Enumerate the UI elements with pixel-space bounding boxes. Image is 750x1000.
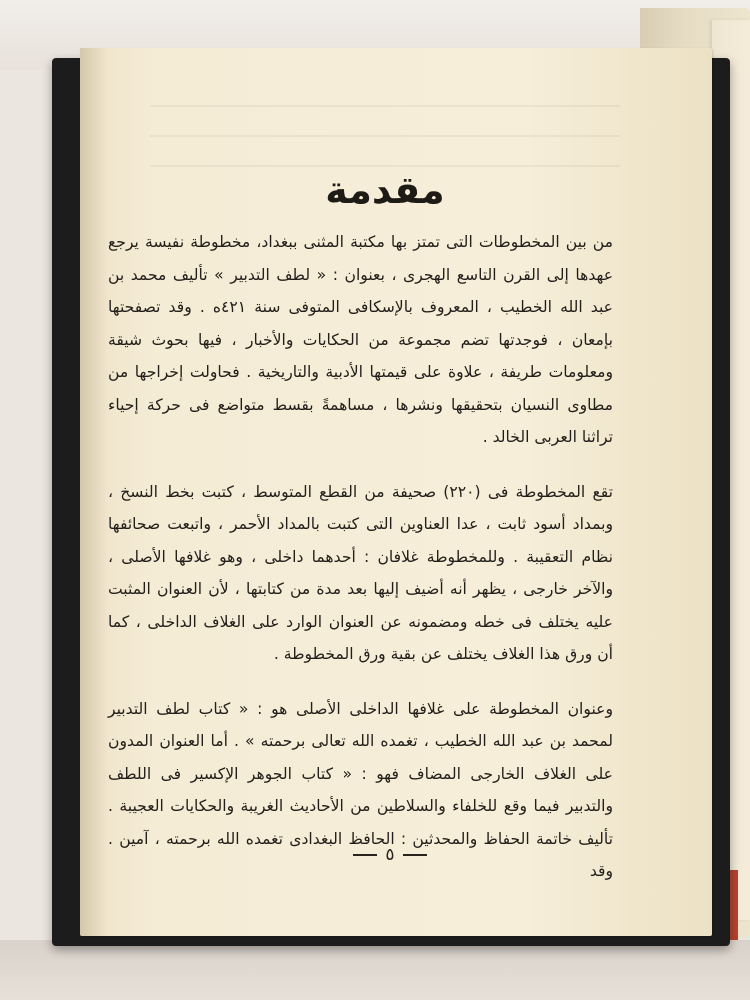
paragraph-2: تقع المخطوطة فى (٢٢٠) صحيفة من القطع المتوسط ، كتبت بخط النسخ ، وبمداد أسود ثابت ، عدا العناوين التى كتبت بالمداد الأحمر ، واتبعت صحائفها نظام التعقيبة . وللمخطوطة غلافان : أحدهما داخلى ، وهو غلافها الأصلى ، والآخر خارجى ، يظهر أنه أضيف إليها بعد مدة من كتابتها ، لأن العنوان المثبت عليه يختلف فى خطه ومضمونه عن العنوان الوارد على الغلاف الداخلى ، كما أن ورق هذا الغلاف يختلف عن بقية ورق المخطوطة . [108, 482, 613, 663]
background-table [0, 940, 750, 1000]
folio-dash-right [403, 854, 427, 856]
paragraph-3: وعنوان المخطوطة على غلافها الداخلى الأصلى هو : « كتاب لطف التدبير لمحمد بن عبد الله الخطيب ، تغمده الله تعالى برحمته » . أما العنوان المدون على الغلاف الخارجى المضاف فهو : « كتاب الجوهر الإكسير فى اللطف والتدبير فيما وقع للخلفاء والسلاطين من الأحاديث الغريبة والحكايات العجيبة . تأليف خاتمة الحفاظ والمحدثين : الحافظ البغدادى تغمده الله برحمته ، آمين . وقد [108, 699, 613, 880]
paragraph-gap [108, 671, 613, 693]
show-through-text [150, 105, 620, 175]
folio-dash-left [353, 854, 377, 856]
page-title: مقدمة [325, 168, 445, 212]
page-gutter-shadow [80, 48, 108, 936]
page-body [108, 226, 613, 888]
paragraph-gap [108, 454, 613, 476]
page-number-value: ٥ [385, 845, 395, 865]
page-number [330, 845, 450, 875]
paragraph-1: من بين المخطوطات التى تمتز بها مكتبة المثنى ببغداد، مخطوطة نفيسة يرجع عهدها إلى القرن التاسع الهجرى ، بعنوان : « لطف التدبير » تأليف محمد بن عبد الله الخطيب ، المعروف بالإسكافى المتوفى سنة ٤٢١ه . وقد تصفحتها بإمعان ، فوجدتها تضم مجموعة من الحكايات والأخبار ، فيها بحوث شيقة ومعلومات طريفة ، علاوة على قيمتها الأدبية والتاريخية . فحاولت إخراجها من مطاوى النسيان بتحقيقها ونشرها ، مساهمةً بقسط متواضع فى حركة إحياء تراثنا العربى الخالد . [108, 233, 613, 446]
